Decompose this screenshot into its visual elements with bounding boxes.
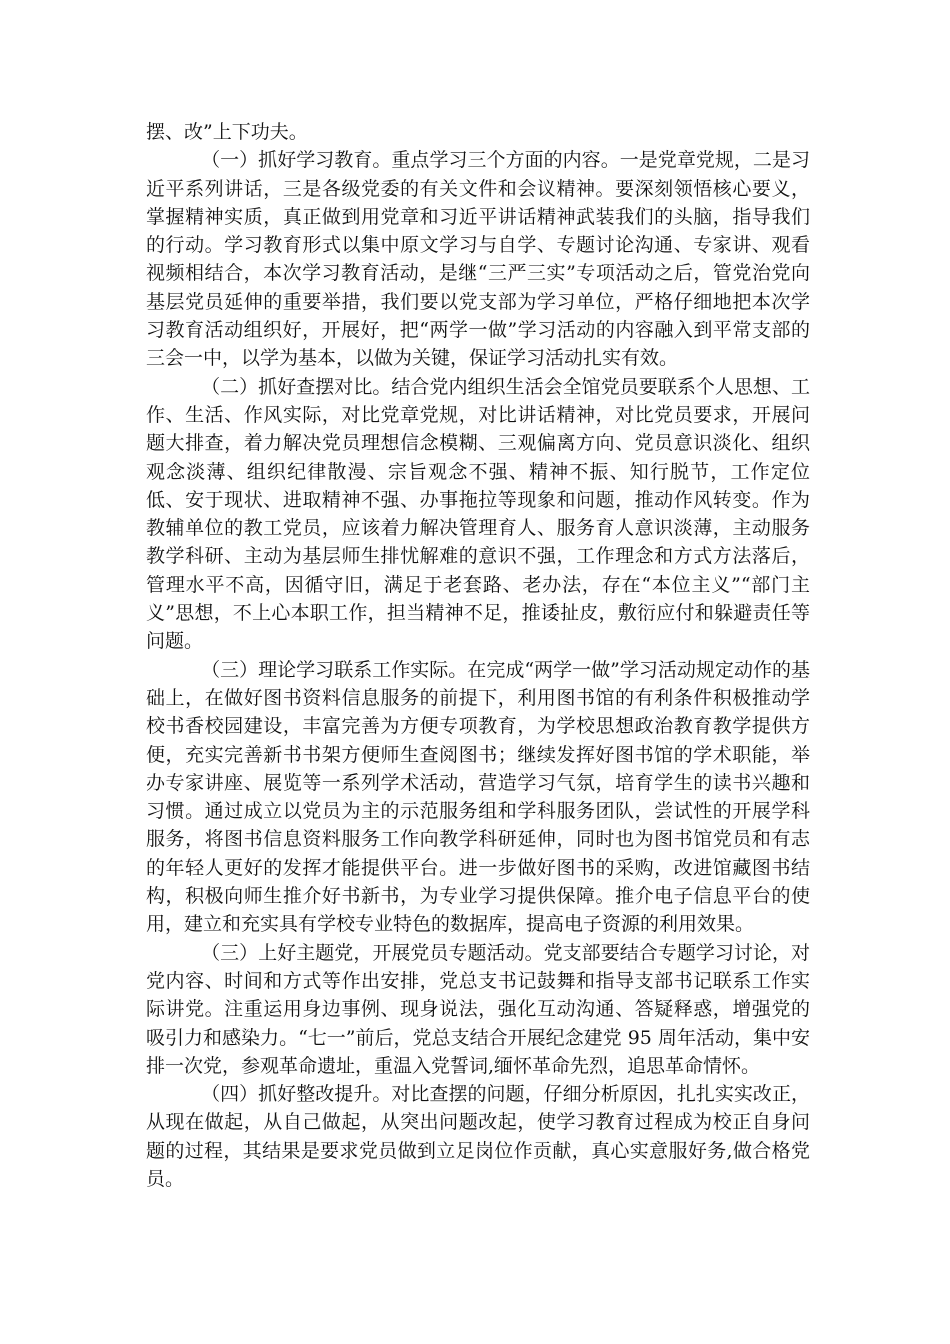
paragraph-theory-practice: （三）理论学习联系工作实际。在完成“两学一做”学习活动规定动作的基础上，在做好图书资料信息服务的前提下，利用图书馆的有利条件积极推动学校书香校园建设，丰富完善为方便专项教育，为学校思想政治教育教学提供方便，充实完善新书书架方便师生查阅图书；继续发挥好图书馆的学术职能，举办专家讲座、展览等一系列学术活动，营造学习气氛，培育学生的读书兴趣和习惯。通过成立以党员为主的示范服务组和学科服务团队，尝试性的开展学科服务，将图书信息资料服务工作向教学科研延伸，同时也为图书馆党员和有志的年轻人更好的发挥才能提供平台。进一步做好图书的采购，改进馆藏图书结构，积极向师生推介好书新书，为专业学习提供保障。推介电子信息平台的使用，建立和充实具有学校专业特色的数据库，提高电子资源的利用效果。 [146,658,810,936]
document-body [146,118,810,1193]
paragraph-theme-activities: （三）上好主题党，开展党员专题活动。党支部要结合专题学习讨论，对党内容、时间和方式等作出安排，党总支书记鼓舞和指导支部书记联系工作实际讲党。注重运用身边事例、现身说法，强化互动沟通、答疑释惑，增强党的吸引力和感染力。“七一”前后，党总支结合开展纪念建党 95 周年活动，集中安排一次党，参观革命遗址，重温入党誓词,缅怀革命先烈，追思革命情怀。 [146,941,810,1077]
paragraph-rectification: （四）抓好整改提升。对比查摆的问题，仔细分析原因，扎扎实实改正，从现在做起，从自己做起，从突出问题改起，使学习教育过程成为校正自身问题的过程，其结果是要求党员做到立足岗位作贡献，真心实意服好务,做合格党员。 [146,1083,810,1190]
paragraph-self-examination: （二）抓好查摆对比。结合党内组织生活会全馆党员要联系个人思想、工作、生活、作风实际，对比党章党规，对比讲话精神，对比党员要求，开展问题大排查，着力解决党员理想信念模糊、三观偏离方向、党员意识淡化、组织观念淡薄、组织纪律散漫、宗旨观念不强、精神不振、知行脱节，工作定位低、安于现状、进取精神不强、办事拖拉等现象和问题，推动作风转变。作为教辅单位的教工党员，应该着力解决管理育人、服务育人意识淡薄，主动服务教学科研、主动为基层师生排忧解难的意识不强，工作理念和方式方法落后，管理水平不高，因循守旧，满足于老套路、老办法，存在“本位主义”“部门主义”思想，不上心本职工作，担当精神不足，推诿扯皮，敷衍应付和躲避责任等问题。 [146,375,810,653]
paragraph-study-education: （一）抓好学习教育。重点学习三个方面的内容。一是党章党规，二是习近平系列讲话，三是各级党委的有关文件和会议精神。要深刻领悟核心要义，掌握精神实质，真正做到用党章和习近平讲话精神武装我们的头脑，指导我们的行动。学习教育形式以集中原文学习与自学、专题讨论沟通、专家讲、观看视频相结合，本次学习教育活动，是继“三严三实”专项活动之后，管党治党向基层党员延伸的重要举措，我们要以党支部为学习单位，严格仔细地把本次学习教育活动组织好，开展好，把“两学一做”学习活动的内容融入到平常支部的三会一中，以学为基本，以做为关键，保证学习活动扎实有效。 [146,149,810,370]
paragraph-continuation: 摆、改”上下功夫。 [146,121,308,143]
